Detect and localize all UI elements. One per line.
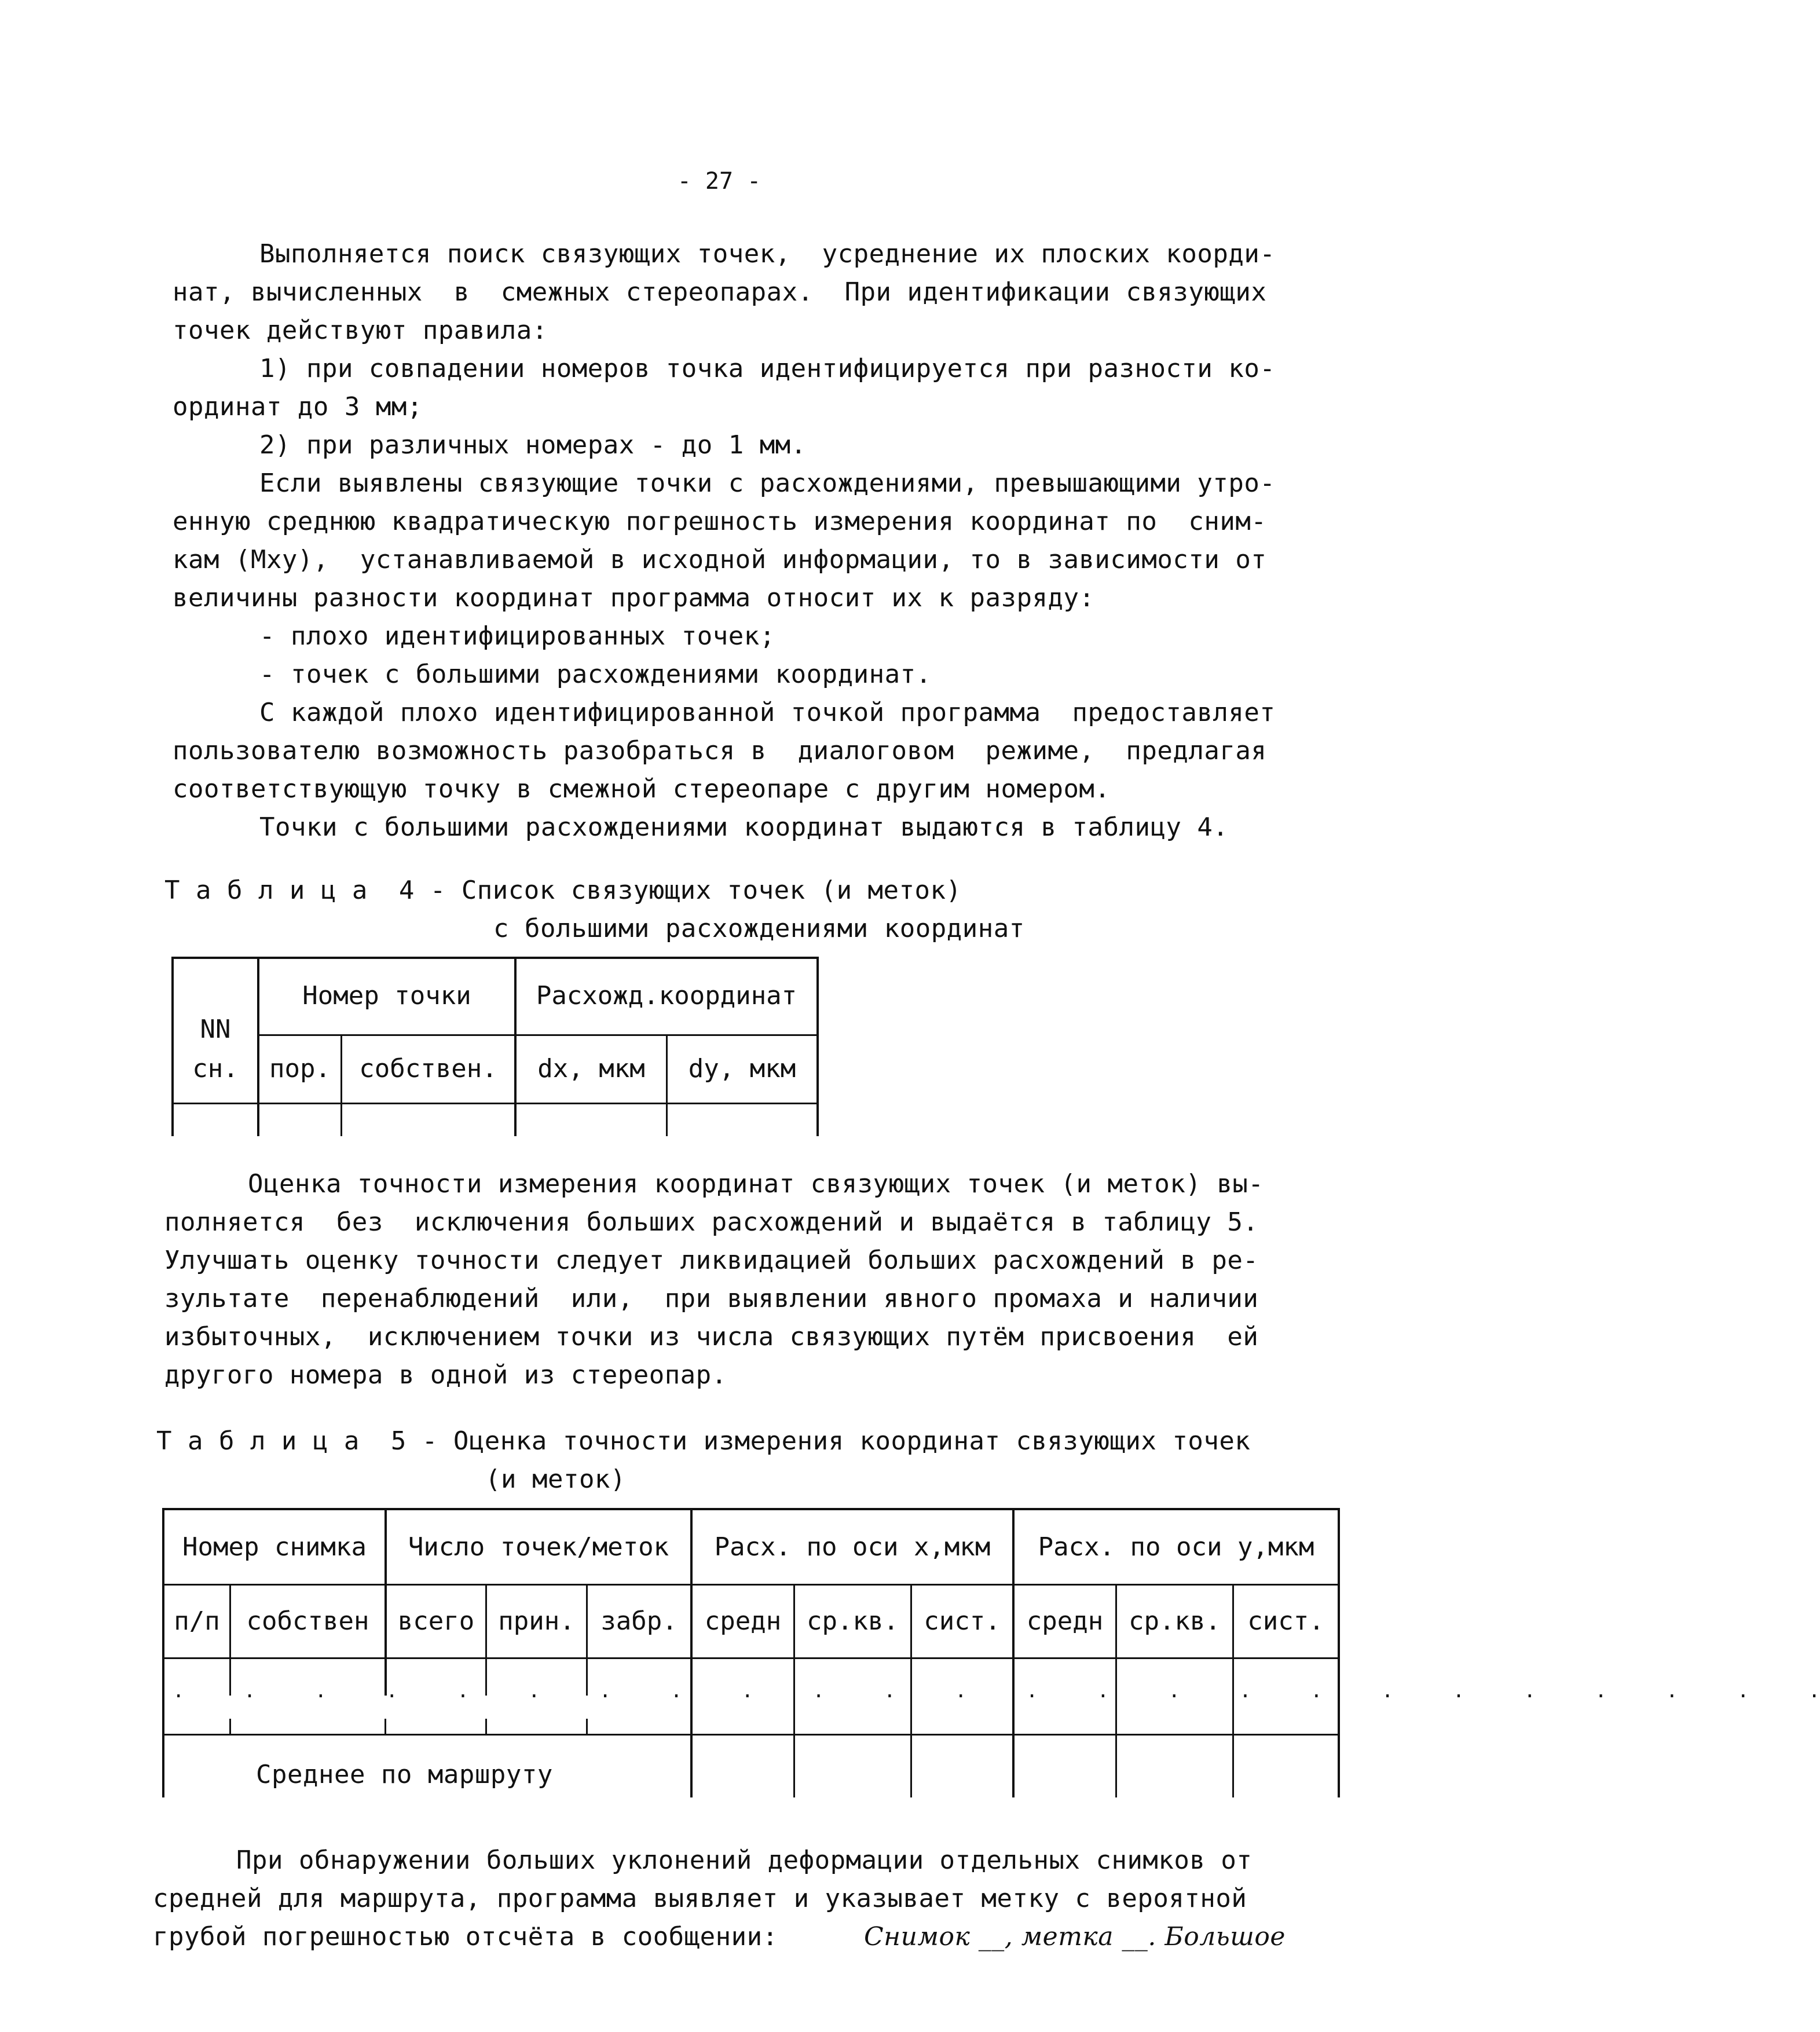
table5-header-dev-y: Расх. по оси y,мкм bbox=[1038, 1532, 1314, 1562]
para1-line: Точки с большими расхождениями координат выдаются в таблицу 4. bbox=[259, 812, 1229, 842]
table4-header-point-number: Номер точки bbox=[302, 981, 471, 1010]
table5-subheader: п/п bbox=[174, 1606, 220, 1636]
para1-line: ординат до 3 мм; bbox=[173, 392, 423, 422]
table5-subheader: сист. bbox=[924, 1606, 1001, 1636]
table5-caption: Т а б л и ц а 5 - Оценка точности измерения координат связующих точек bbox=[156, 1426, 1251, 1456]
table5-header-points-count: Число точек/меток bbox=[408, 1532, 669, 1562]
table5-subheader: забр. bbox=[600, 1606, 678, 1636]
table5-subheader: ср.кв. bbox=[1129, 1606, 1221, 1636]
para1-line: Выполняется поиск связующих точек, усреднение их плоских коорди- bbox=[259, 239, 1276, 269]
message-text: Снимок __, метка __. Большое bbox=[864, 1922, 1286, 1952]
para1-line: кам (Mxy), устанавливаемой в исходной информации, то в зависимости от bbox=[173, 545, 1267, 574]
table5-ellipsis-row: . . . . . . . . . . . . . . . . . . . . . . . . bbox=[173, 1679, 1820, 1703]
para1-line: соответствующую точку в смежной стереопаре с другим номером. bbox=[173, 774, 1111, 804]
table4-header-own: собствен. bbox=[359, 1054, 497, 1083]
table4-caption: Т а б л и ц а 4 - Список связующих точек (и меток) bbox=[164, 876, 962, 905]
page-number: - 27 - bbox=[677, 168, 761, 195]
para1-line: точек действуют правила: bbox=[173, 316, 548, 345]
para1-line: енную среднюю квадратическую погрешность измерения координат по сним- bbox=[173, 507, 1267, 536]
table5-footer-label: Среднее по маршруту bbox=[256, 1760, 553, 1789]
para1-line: - плохо идентифицированных точек; bbox=[259, 621, 775, 651]
para2-line: избыточных, исключением точки из числа связующих путём присвоения ей bbox=[164, 1322, 1259, 1352]
table5-subheader: сист. bbox=[1247, 1606, 1324, 1636]
table5-subheader: средн bbox=[1026, 1606, 1104, 1636]
para2-line: Оценка точности измерения координат связующих точек (и меток) вы- bbox=[248, 1169, 1264, 1199]
table4-caption-line2: с большими расхождениями координат bbox=[493, 914, 1025, 943]
para1-line: величины разности координат программа относит их к разряду: bbox=[173, 583, 1095, 613]
table4-header-nn: NN bbox=[200, 1015, 231, 1044]
table5-header-dev-x: Расх. по оси x,мкм bbox=[714, 1532, 991, 1562]
para1-line: пользователю возможность разобраться в диалоговом режиме, предлагая bbox=[173, 736, 1267, 766]
table4-header-dx: dx, мкм bbox=[537, 1054, 645, 1083]
table5-caption-line2: (и меток) bbox=[485, 1464, 626, 1494]
table4-header-por: пор. bbox=[269, 1054, 331, 1083]
para3-line: грубой погрешностью отсчёта в сообщении: bbox=[153, 1922, 794, 1952]
table5-subheader: собствен bbox=[246, 1606, 369, 1636]
para2-line: Улучшать оценку точности следует ликвидацией больших расхождений в ре- bbox=[164, 1246, 1259, 1275]
table5-subheader: прин. bbox=[498, 1606, 575, 1636]
table4-header-sn: сн. bbox=[192, 1054, 239, 1083]
table5-header-image-number: Номер снимка bbox=[182, 1532, 367, 1562]
para2-line: другого номера в одной из стереопар. bbox=[164, 1360, 727, 1390]
table4-header-coord-diff: Расхожд.координат bbox=[536, 981, 797, 1010]
table4-header-dy: dy, мкм bbox=[688, 1054, 796, 1083]
para1-line: 1) при совпадении номеров точка идентифицируется при разности ко- bbox=[259, 354, 1276, 383]
table5-subheader: всего bbox=[397, 1606, 475, 1636]
para3-line: средней для маршрута, программа выявляет и указывает метку с вероятной bbox=[153, 1884, 1247, 1913]
para1-line: - точек с большими расхождениями координат. bbox=[259, 660, 932, 689]
table5-subheader: средн bbox=[704, 1606, 782, 1636]
para1-line: 2) при различных номерах - до 1 мм. bbox=[259, 430, 807, 460]
para1-line: С каждой плохо идентифицированной точкой программа предоставляет bbox=[259, 698, 1276, 727]
para2-line: полняется без исключения больших расхождений и выдаётся в таблицу 5. bbox=[164, 1207, 1259, 1237]
para1-line: Если выявлены связующие точки с расхождениями, превышающими утро- bbox=[259, 468, 1276, 498]
para1-line: нат, вычисленных в смежных стереопарах. При идентификации связующих bbox=[173, 277, 1267, 307]
para3-line: При обнаружении больших уклонений деформации отдельных снимков от bbox=[236, 1846, 1253, 1875]
para2-line: зультате перенаблюдений или, при выявлении явного промаха и наличии bbox=[164, 1284, 1259, 1313]
table5-subheader: ср.кв. bbox=[807, 1606, 899, 1636]
